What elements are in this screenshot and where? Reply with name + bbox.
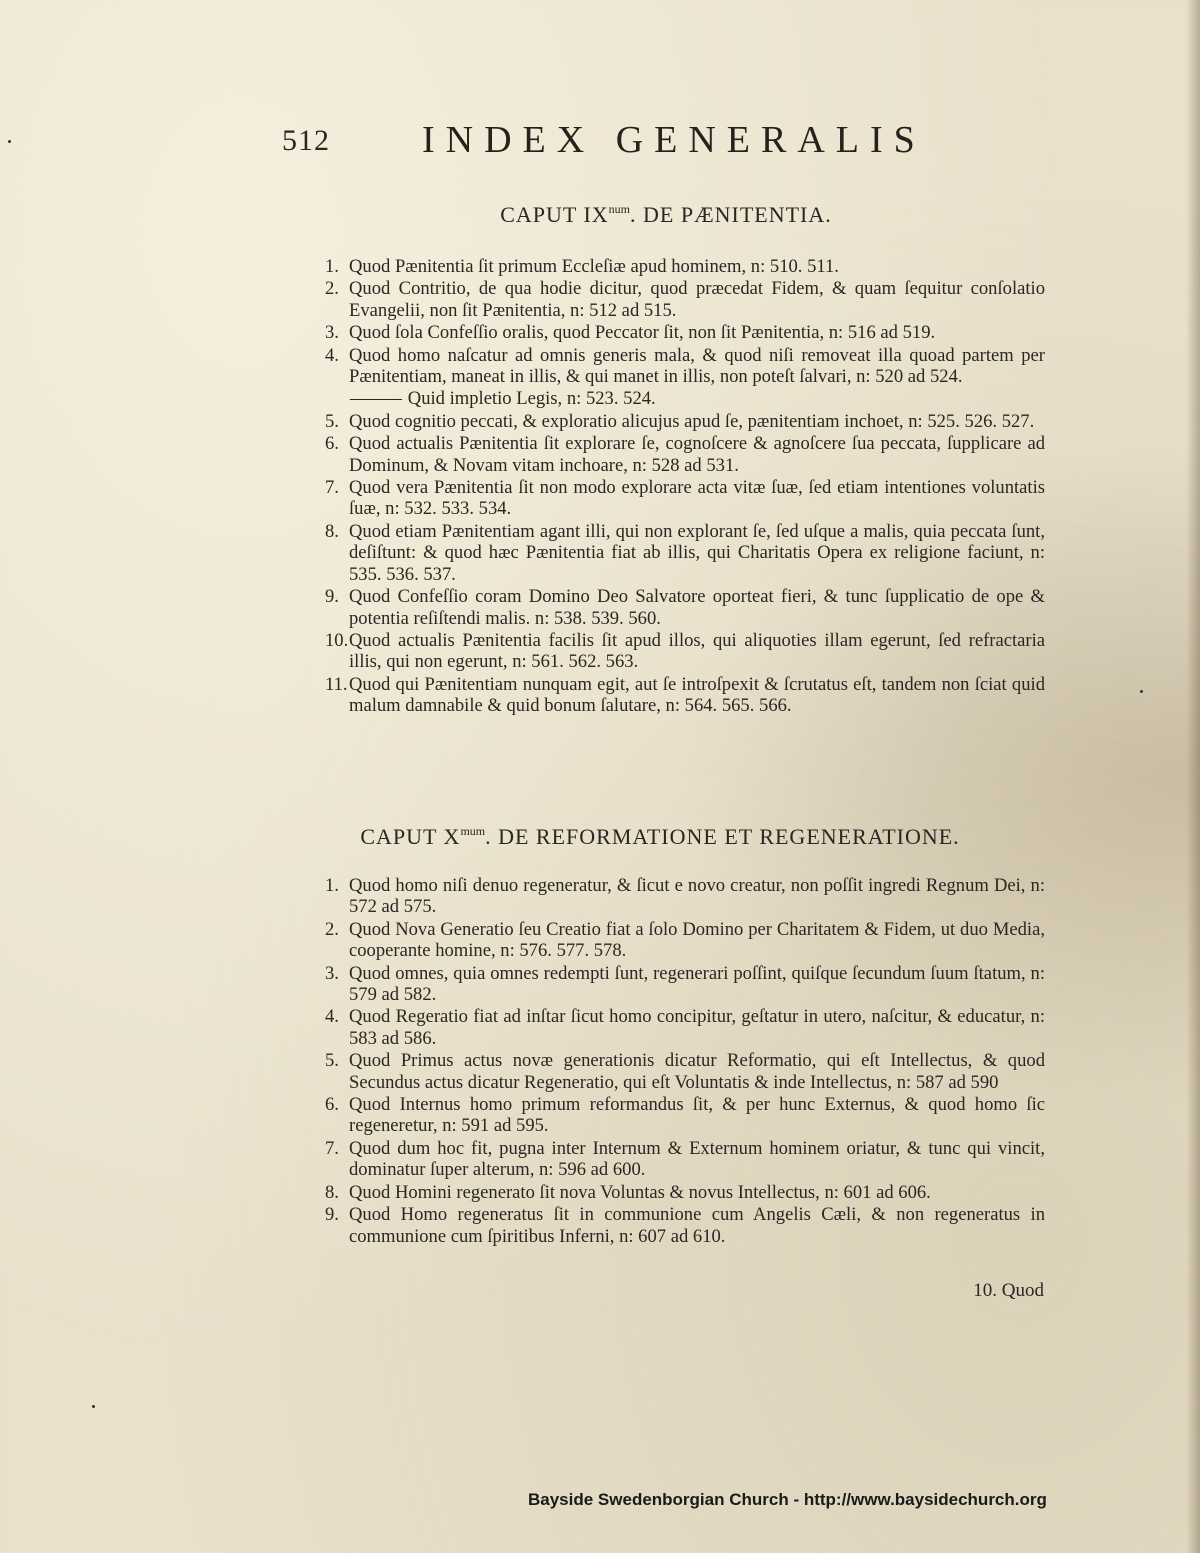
entry-text: Quod actualis Pænitentia ſit explorare ſe, cognoſcere & agnoſcere ſua peccata, ſupplicare ad Dominum, & Novam vitam inchoare, n: 528 ad 531. [349,433,1045,476]
entry-number: 2. [325,918,339,940]
page-number: 512 [282,124,330,157]
entry-text: Quod homo naſcatur ad omnis generis mala, & quod niſi removeat illa quoad partem per Pænitentiam, maneat in illis, & qui manet in illis, non poteſt ſalvari, n: 520 ad 524. [349,344,1045,388]
entry-number: 6. [325,433,339,455]
entry-text: Quod Nova Generatio ſeu Creatio fiat a ſolo Domino per Charitatem & Fidem, ut duo Media, cooperante homine, n: 576. 577. 578. [349,918,1045,962]
entry-number: 11. [325,673,348,695]
index-entry [300,278,1045,321]
index-entry [300,256,1045,277]
chapter-9-list [300,256,1045,718]
index-entry [300,1138,1045,1181]
entry-number: 7. [325,1137,339,1159]
entry-text: Quod vera Pænitentia ſit non modo explorare acta vitæ ſuæ, ſed etiam intentiones voluntatis ſuæ, n: 532. 533. 534. [349,477,1045,520]
index-entry [300,586,1045,629]
entry-text: Quod Contritio, de qua hodie dicitur, quod præcedat Fidem, & quam ſequitur conſolatio Evangelii, non ſit Pænitentia, n: 512 ad 515. [349,278,1045,321]
entry-text: Quod actualis Pænitentia facilis ſit apud illos, qui aliquoties illam egerunt, ſed refractaria illis, qui non egerunt, n: 561. 562. 563. [349,629,1045,673]
catchword: 10. Quod [973,1280,1044,1301]
entry-text: Quod homo niſi denuo regeneratur, & ſicut e novo creatur, non poſſit ingredi Regnum Dei, n: 572 ad 575. [349,875,1045,918]
dash-rule: ——— [350,388,400,410]
entry-number: 8. [325,520,339,542]
entry-text: Quod etiam Pænitentiam agant illi, qui non explorant ſe, ſed uſque a malis, quia peccata ſunt, deſiſtunt: & quod hæc Pænitentia fiat ab illis, qui Charitatis Opera ex religione faciunt, n: 535. 536. 537. [349,520,1045,585]
entry-text: Quod cognitio peccati, & exploratio alicujus apud ſe, pænitentiam inchoet, n: 525. 526. 527. [349,410,1035,432]
index-entry [300,1006,1045,1049]
entry-number: 4. [325,1006,339,1028]
entry-number: 5. [325,1050,339,1072]
index-entry [300,1050,1045,1093]
entry-number: 1. [325,256,339,277]
scan-speck [8,140,11,143]
entry-number: 2. [325,278,339,300]
scan-speck [92,1405,95,1408]
entry-number: 7. [325,477,339,499]
index-entry [300,477,1045,520]
index-entry [300,630,1045,673]
entry-text: Quod qui Pænitentiam nunquam egit, aut ſe introſpexit & ſcrutatus eſt, tandem non ſciat quid malum damnabile & quid bonum ſalutare, n: 564. 565. 566. [349,673,1045,717]
chapter-10-list [300,875,1045,1248]
index-entry [300,875,1045,918]
index-entry [300,1204,1045,1247]
index-entry [300,433,1045,476]
chapter-9-heading: CAPUT $IX^{num}$. DE PÆNITENTIA. [500,202,832,227]
index-subentry [300,388,1045,409]
watermark-text: Bayside Swedenborgian Church - http://www.baysidechurch.org [528,1490,1047,1509]
entry-number: 8. [325,1181,339,1203]
entry-number: 4. [325,344,339,366]
index-entry [300,674,1045,717]
entry-text: Quod Homini regenerato ſit nova Voluntas & novus Intellectus, n: 601 ad 606. [349,1181,931,1203]
running-head [282,118,942,168]
entry-number: 1. [325,875,339,896]
page-edge-shadow [1186,0,1200,1553]
index-entry [300,322,1045,343]
entry-number: 9. [325,1204,339,1226]
entry-number: 5. [325,410,339,432]
entry-text: Quod omnes, quia omnes redempti ſunt, regenerari poſſint, quiſque ſecundum ſuum ſtatum, n: 579 ad 582. [349,962,1045,1006]
subentry-text: Quid impletio Legis, n: 523. 524. [407,388,656,410]
entry-number: 3. [325,962,339,984]
entry-number: 3. [325,322,339,344]
entry-text: Quod Pænitentia ſit primum Eccleſiæ apud hominem, n: 510. 511. [349,256,839,277]
entry-text: Quod Primus actus novæ generationis dicatur Reformatio, qui eſt Intellectus, & quod Secundus actus dicatur Regeneratio, qui eſt Voluntatis & inde Intellectus, n: 587 ad 590 [349,1050,1045,1093]
entry-number: 6. [325,1094,339,1116]
entry-number: 10. [325,629,349,651]
entry-text: Quod Internus homo primum reformandus ſit, & per hunc Externus, & quod homo ſic regeneretur, n: 591 ad 595. [349,1094,1045,1137]
index-entry [300,919,1045,962]
scan-speck [1140,690,1143,693]
running-title: INDEX GENERALIS [422,119,926,161]
index-entry [300,345,1045,388]
chapter-10-heading: CAPUT $X^{mum}$. DE REFORMATIONE ET REGENERATIONE. [360,824,960,849]
entry-text: Quod Confeſſio coram Domino Deo Salvatore oporteat fieri, & tunc ſupplicatio de ope & potentia reſiſtendi malis. n: 538. 539. 560. [349,586,1045,629]
entry-text: Quod Homo regeneratus ſit in communione cum Angelis Cæli, & non regeneratus in communione cum ſpiritibus Inferni, n: 607 ad 610. [349,1204,1045,1247]
index-entry [300,963,1045,1006]
entry-text: Quod dum hoc fit, pugna inter Internum & Externum hominem oriatur, & tunc qui vincit, dominatur ſuper alterum, n: 596 ad 600. [349,1137,1045,1181]
entry-text: Quod Regeratio fiat ad inſtar ſicut homo concipitur, geſtatur in utero, naſcitur, & educatur, n: 583 ad 586. [349,1006,1045,1049]
index-entry [300,521,1045,585]
index-entry [300,1182,1045,1203]
index-entry [300,1094,1045,1137]
entry-number: 9. [325,586,339,608]
entry-text: Quod ſola Confeſſio oralis, quod Peccator ſit, non ſit Pænitentia, n: 516 ad 519. [349,322,936,344]
index-entry [300,411,1045,432]
